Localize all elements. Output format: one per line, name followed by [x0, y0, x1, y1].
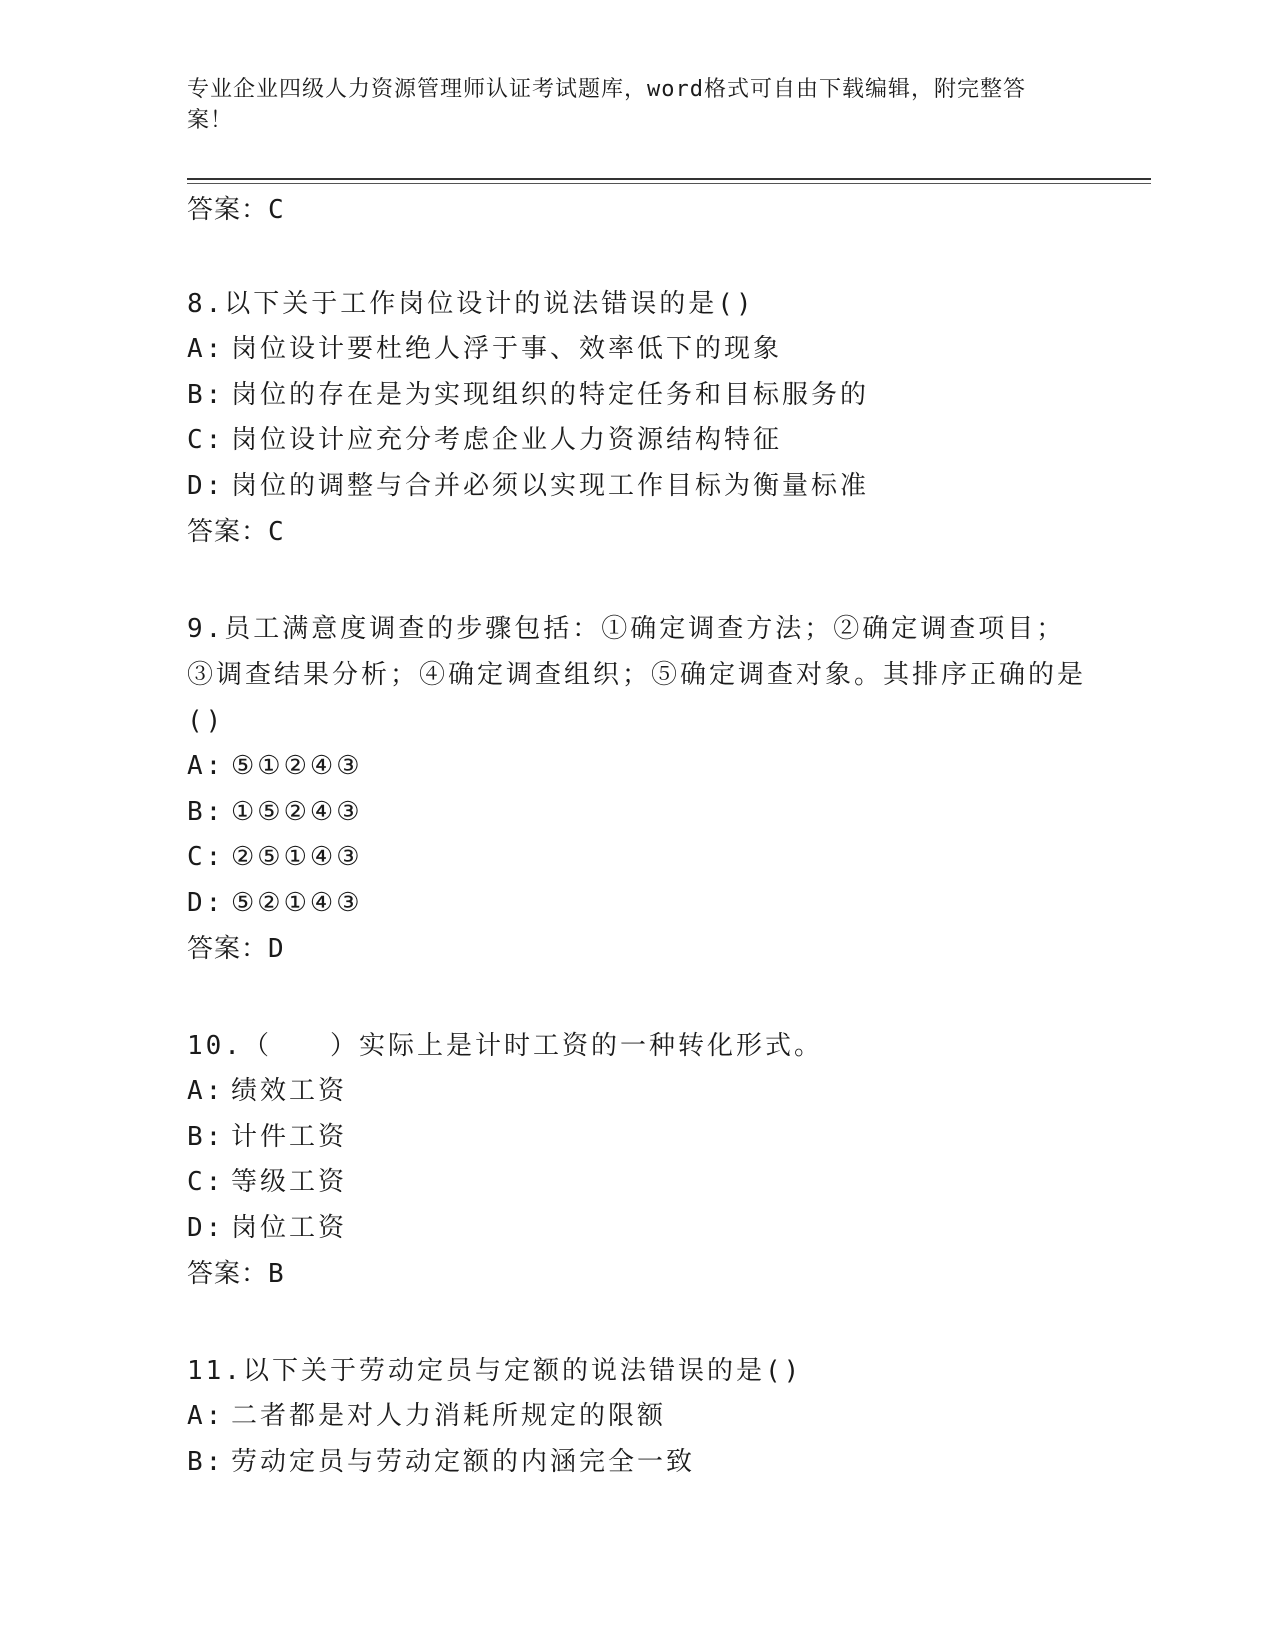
- header-divider-thin: [187, 183, 1151, 184]
- option-letter: A:: [187, 334, 225, 364]
- option-letter: C:: [187, 1167, 225, 1197]
- option-letter: B:: [187, 1446, 225, 1477]
- option-c: [187, 835, 1087, 881]
- option-text: ⑤②①④③: [231, 887, 363, 918]
- option-letter: C:: [187, 842, 225, 872]
- option-text: 等级工资: [231, 1167, 348, 1197]
- option-d: [187, 881, 1087, 927]
- option-text: 岗位的存在是为实现组织的特定任务和目标服务的: [231, 379, 870, 410]
- answer-line: 答案：C: [187, 195, 285, 225]
- option-text: 劳动定员与劳动定额的内涵完全一致: [231, 1446, 696, 1477]
- option-letter: B:: [187, 379, 225, 410]
- question-item: [187, 1023, 1087, 1297]
- option-a: [187, 1394, 1087, 1440]
- option-a: [187, 744, 1087, 790]
- option-letter: B:: [187, 796, 225, 827]
- option-text: 岗位设计要杜绝人浮于事、效率低下的现象: [231, 334, 783, 364]
- option-text: 岗位设计应充分考虑企业人力资源结构特征: [231, 425, 783, 455]
- option-letter: C:: [187, 425, 225, 455]
- answer-line: 答案：C: [187, 517, 285, 547]
- answer-line: 答案：D: [187, 934, 285, 964]
- option-text: 岗位工资: [231, 1212, 348, 1243]
- answer-line: 答案：B: [187, 1259, 285, 1289]
- option-b: [187, 1115, 1087, 1161]
- option-b: [187, 373, 1087, 419]
- option-text: 计件工资: [231, 1121, 348, 1152]
- option-d: [187, 1206, 1087, 1252]
- header-divider-thick: [187, 178, 1151, 180]
- question-stem: 8.以下关于工作岗位设计的说法错误的是(): [187, 289, 755, 319]
- option-letter: A:: [187, 1076, 225, 1106]
- option-letter: D:: [187, 470, 225, 501]
- option-letter: A:: [187, 751, 225, 781]
- option-text: 二者都是对人力消耗所规定的限额: [231, 1401, 667, 1431]
- question-item: [187, 1348, 1087, 1485]
- document-intro: 专业企业四级人力资源管理师认证考试题库，word格式可自由下载编辑，附完整答案！: [187, 77, 1026, 133]
- question-stem: 9.员工满意度调查的步骤包括：①确定调查方法；②确定调查项目；③调查结果分析；④确定调查组织；⑤确定调查对象。其排序正确的是(): [187, 614, 1087, 736]
- option-b: [187, 790, 1087, 836]
- option-c: [187, 418, 1087, 464]
- question-stem: 10.（ ）实际上是计时工资的一种转化形式。: [187, 1031, 823, 1061]
- option-d: [187, 464, 1087, 510]
- question-stem: 11.以下关于劳动定员与定额的说法错误的是(): [187, 1356, 803, 1386]
- question-item: [187, 606, 1087, 972]
- option-letter: B:: [187, 1121, 225, 1152]
- option-a: [187, 1069, 1087, 1115]
- option-c: [187, 1160, 1087, 1206]
- question-item: [187, 281, 1087, 555]
- option-text: ②⑤①④③: [231, 842, 363, 872]
- option-b: [187, 1440, 1087, 1486]
- option-letter: D:: [187, 1212, 225, 1243]
- option-letter: A:: [187, 1401, 225, 1431]
- option-text: ①⑤②④③: [231, 796, 363, 827]
- option-text: 岗位的调整与合并必须以实现工作目标为衡量标准: [231, 470, 870, 501]
- option-a: [187, 327, 1087, 373]
- question-list: [187, 190, 1087, 1485]
- option-text: ⑤①②④③: [231, 751, 363, 781]
- option-letter: D:: [187, 887, 225, 918]
- option-text: 绩效工资: [231, 1076, 348, 1106]
